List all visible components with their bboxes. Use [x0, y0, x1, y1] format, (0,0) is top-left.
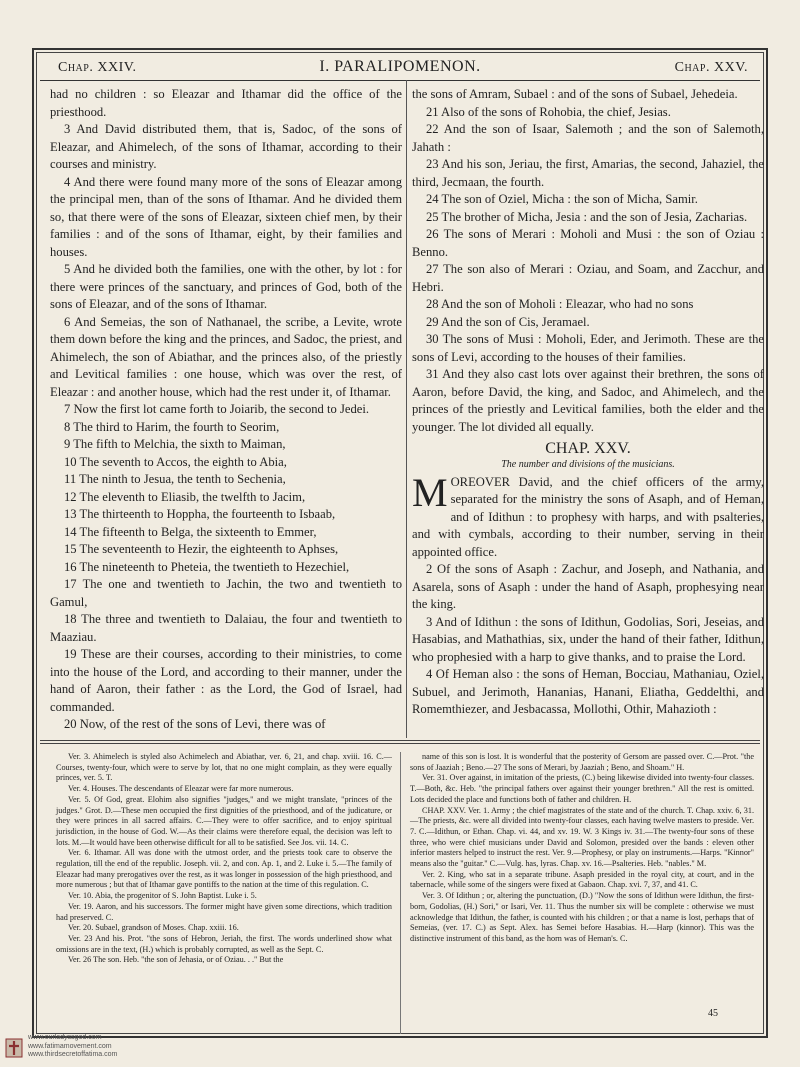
verse: 11 The ninth to Jesua, the tenth to Sechenia,	[64, 472, 286, 486]
footnote: Ver. 2. King, who sat in a separate tribune. Asaph presided in the royal city, at court, and in the tabernacle, while some of the singers were fixed at Gabaon. Chap. xvi. 7, 37, and 41. C.	[410, 869, 754, 890]
verse: 28 And the son of Moholi : Eleazar, who had no sons	[426, 297, 694, 311]
verse: 7 Now the first lot came forth to Joiarib, the second to Jedei.	[64, 402, 369, 416]
verse: 6 And Semeias, the son of Nathanael, the scribe, a Levite, wrote them down before the king and the princes, and Sadoc, the priest, and Ahimelech, the son of Abiathar, and the princes also, of the priestly and Levitical families : one house, which was over the rest, of Eleazar : and another house, which had the rest under it, of Ithamar.	[50, 314, 402, 399]
watermark-link[interactable]: www.thirdsecretoffatima.com	[28, 1051, 118, 1058]
verse: 9 The fifth to Melchia, the sixth to Maiman,	[64, 437, 286, 451]
header-right: Chap. XXV.	[674, 60, 748, 75]
footnote: CHAP. XXV. Ver. 1. Army ; the chief magistrates of the state and of the church. T. Chap. xxiv. 6, 31.—The priests, &c. were all divided into twenty-four classes, each having twelve masters to preside. Ver. 7. C.—Idithun, or Ethan. Chap. vi. 44, and xv. 19. W. 3 Kings iv. 31.—The twenty-four sons of these three, who were chief musicians under David and Solomon, presided over the bands : eleven other inferior masters helped to instruct the rest. Ver. 9.—Prophesy, or play on instruments.—Harps. "Kinnor" means also the "guitar." C.—Vulg. has, lyras. Chap. xv. 16.—Psalteries. Heb. "nables." M.	[410, 805, 754, 869]
verse: 18 The three and twentieth to Dalaiau, the four and twentieth to Maaziau.	[50, 612, 402, 644]
verse: 12 The eleventh to Eliasib, the twelfth to Jacim,	[64, 489, 306, 504]
footnote: Ver. 10. Abia, the progenitor of S. John Baptist. Luke i. 5.	[68, 891, 257, 901]
verse: 17 The one and twentieth to Jachin, the two and twentieth to Gamul,	[50, 577, 402, 609]
right-column	[412, 86, 764, 719]
verse: had no children : so Eleazar and Ithamar did the office of the priesthood.	[50, 87, 402, 119]
left-column	[50, 86, 402, 734]
column-divider	[406, 80, 407, 738]
footnote: Ver. 3. Of Idithun ; or, altering the punctuation, (D.) "Now the sons of Idithun were Idithun, the first-born, Godolias, (H.) Sori," or Isari, Ver. 11. Thus the number six will be complete : otherwise we must acknowledge that Idithun, the father, is counted with his children ; or that a name is lost, perhaps that of Semeias, (ver. 17. C.) as Sept. Alex. has Semei before Hasabias. H.—Harp (kinnor). This was the distinctive instrument of this band, as the horn was of Heman's. C.	[410, 891, 754, 943]
footnote: Ver. 26 The son. Heb. "the son of Jehasia, or of Oziau. . ." But the	[68, 955, 284, 965]
notes-column-divider	[400, 752, 401, 1034]
verse	[412, 469, 764, 562]
footnote: Ver. 31. Over against, in imitation of the priests, (C.) being likewise divided into twenty-four classes. T.—Both, &c. Heb. "the principal fathers over against their younger brethren." All the rest is omitted. Lots decided the place and functions both of father and children. H.	[410, 773, 754, 804]
verse: 8 The third to Harim, the fourth to Seorim,	[64, 419, 280, 434]
fatima-cross-logo-icon	[5, 1037, 23, 1059]
watermark	[28, 1034, 117, 1060]
notes-rule-second	[40, 743, 760, 744]
verse: 19 These are their courses, according to their ministries, to come into the house of the Lord, and according to their manner, under the hand of Aaron, their father : as the Lord, the God of Israel, had commanded.	[50, 647, 402, 714]
page-number: 45	[708, 1008, 718, 1019]
verse: 29 And the son of Cis, Jeramael.	[426, 314, 590, 329]
verse: 2 Of the sons of Asaph : Zachur, and Joseph, and Nathania, and Asarela, sons of Asaph : under the hand of Asaph, prophesying near the king.	[412, 562, 764, 611]
verse: the sons of Amram, Subael : and of the sons of Subael, Jehedeia.	[412, 87, 738, 101]
verse: 3 And David distributed them, that is, Sadoc, of the sons of Eleazar, and Ahimelech, of the sons of Ithamar, according to their courses and ministry.	[50, 122, 402, 171]
footnote: Ver. 19. Aaron, and his successors. The former might have given some directions, which tradition had preserved. C.	[56, 901, 392, 922]
verse: 13 The thirteenth to Hoppha, the fourteenth to Isbaab,	[64, 507, 336, 521]
verse: 16 The nineteenth to Pheteia, the twentieth to Hezechiel,	[64, 559, 350, 574]
header-title: I. PARALIPOMENON.	[319, 58, 481, 75]
verse: 21 Also of the sons of Rohobia, the chief, Jesias.	[426, 104, 671, 119]
drop-cap: M	[412, 469, 448, 515]
footnote: Ver. 23 And his. Prot. "the sons of Hebron, Jeriah, the first. The words underlined show what omissions are in the text, (H.) which is probably corrupted, as well as the Sept. C.	[56, 933, 392, 954]
verse: 26 The sons of Merari : Moholi and Musi : the son of Oziau : Benno.	[412, 227, 764, 259]
footnote: name of this son is lost. It is wonderful that the posterity of Gersom are passed over. C.—Prot. "the sons of Jaaziah ; Beno.—27 The sons of Merari, by Jaaziah ; Beno, and Shoam." H.	[410, 752, 754, 772]
verse: 5 And he divided both the families, one with the other, by lot : for there were princes of the sanctuary, and princes of God, both of the sons of Eleazar, and of the sons of Ithamar.	[50, 262, 402, 311]
verse: 10 The seventh to Accos, the eighth to Abia,	[64, 454, 287, 469]
verse: 3 And of Idithun : the sons of Idithun, Godolias, Sori, Jeseias, and Hasabias, and Mathathias, six, under the hand of their father, Idithun, who prophesied with a harp to give thanks, and to praise the Lord.	[412, 614, 764, 664]
verse: 25 The brother of Micha, Jesia : and the son of Jesia, Zacharias.	[426, 209, 748, 224]
verse: 30 The sons of Musi : Moholi, Eder, and Jerimoth. These are the sons of Levi, according to the houses of their families.	[412, 332, 764, 364]
verse: 15 The seventeenth to Hezir, the eighteenth to Aphses,	[64, 542, 339, 556]
verse: 14 The fifteenth to Belga, the sixteenth to Emmer,	[64, 524, 317, 539]
footnote: Ver. 6. Ithamar. All was done with the utmost order, and the priests took care to observe the regulation, till the end of the republic. Joseph. vii. 2, and con. Ap. 1, and 2. Luke i. 5.—The family of Eleazar had many prerogatives over the rest, as it was longer in possession of the high priesthood, and more numerous ; but that of Ithamar gave pontiffs to the nation at the time of this regulation. C.	[56, 848, 392, 890]
verse: 4 Of Heman also : the sons of Heman, Bocciau, Mathaniau, Oziel, Subuel, and Jerimoth, Hananias, Hanani, Eliatha, Geddelthi, and Romemthiezer, and Jesbacassa, Mollothi, Othir, Mahazioth :	[412, 667, 764, 716]
footnote: Ver. 3. Ahimelech is styled also Achimelech and Abiathar, ver. 6, 21, and chap. xviii. 16. C.—Courses, twenty-four, which were to serve by lot, that no one might complain, as they were equally princes, ver. 5. T.	[56, 752, 392, 783]
verse: 20 Now, of the rest of the sons of Levi, there was of	[64, 717, 326, 731]
chapter-title: CHAP. XXV.	[545, 440, 631, 457]
verse: 4 And there were found many more of the sons of Eleazar among the principal men, than of the sons of Ithamar. And he divided them so, that there were of the sons of Eleazar, sixteen chief men, by their families : and of the sons of Ithamar, eight, by their families and houses.	[50, 174, 402, 259]
footnotes-left	[56, 752, 392, 966]
verse: 27 The son also of Merari : Oziau, and Soam, and Zacchur, and Hebri.	[412, 262, 764, 294]
watermark-link[interactable]: www.fatimamovement.com	[28, 1042, 112, 1050]
notes-rule	[40, 740, 760, 741]
footnotes-right	[410, 752, 754, 945]
header-left: Chap. XXIV.	[58, 60, 137, 75]
footnote: Ver. 20. Subael, grandson of Moses. Chap. xxiii. 16.	[68, 923, 239, 933]
verse: 31 And they also cast lots over against their brethren, the sons of Aaron, before David, the king, and Sadoc, and Ahimelech, and the princes of the priestly and Levitical families, both the elder and the younger. The lot divided all equally.	[412, 367, 764, 434]
footnote: Ver. 5. Of God, great. Elohim also signifies "judges," and we might translate, "princes of the judges." Grot. D.—These men occupied the first dignities of the priesthood, and of the judicature, or they were princes in all sacred affairs. C.—They were to offer sacrifice, and to enjoy spiritual jurisdiction, in the house of God. W.—As their claims were therefore equal, the decision was left to lots. M.—It would have been otherwise difficult for all to be satisfied. See Jos. vii. 14. C.	[56, 794, 392, 847]
watermark-link[interactable]: www.ourladyssgod.com	[28, 1034, 102, 1041]
running-header	[40, 56, 760, 81]
verse: 24 The son of Oziel, Micha : the son of Micha, Samir.	[426, 192, 698, 206]
verse-text: OREOVER David, and the chief officers of the army, separated for the ministry the sons of Asaph, and of Heman, and of Idithun : to prophesy with harps, and with psalteries, and with cymbals, according to their number, serving in their appointed office.	[412, 474, 764, 559]
footnote: Ver. 4. Houses. The descendants of Eleazar were far more numerous.	[68, 784, 294, 794]
verse: 22 And the son of Isaar, Salemoth ; and the son of Salemoth, Jahath :	[412, 122, 764, 154]
chapter-summary: The number and divisions of the musicians.	[501, 458, 675, 470]
verse: 23 And his son, Jeriau, the first, Amarias, the second, Jahaziel, the third, Jecmaan, the fourth.	[412, 157, 764, 189]
